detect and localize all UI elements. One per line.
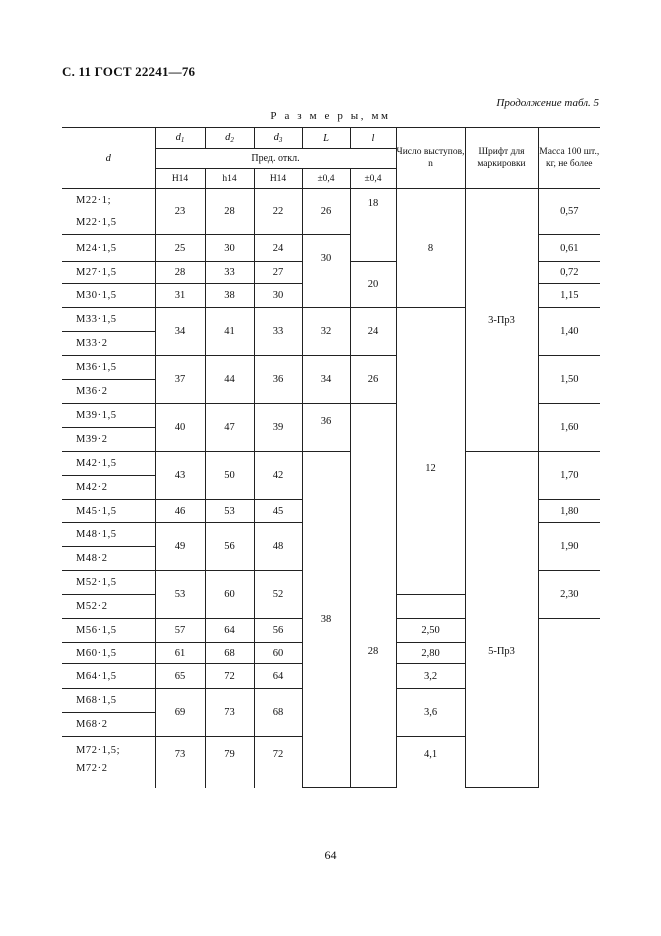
l-cell: 18 [350, 189, 396, 262]
column-header-d2: $d_2$ [205, 128, 254, 149]
d3-cell: 39 [254, 404, 302, 452]
tolerance-d1: H14 [155, 169, 205, 189]
d2-cell: 28 [205, 189, 254, 235]
d3-cell: 68 [254, 689, 302, 737]
column-header-mass: Масса 100 шт., кг, не более [538, 128, 600, 189]
table-row [62, 189, 600, 235]
d1-cell: 25 [155, 235, 205, 262]
designation-cell: М27·1,5 [62, 262, 155, 284]
d2-cell: 53 [205, 500, 254, 523]
d1-cell: 43 [155, 452, 205, 500]
column-header-count: Число выступов, n [396, 128, 465, 189]
designation-cell: М22·1; М22·1,5 [62, 189, 155, 235]
d3-cell: 56 [254, 619, 302, 643]
column-header-L: L [302, 128, 350, 149]
d2-cell: 33 [205, 262, 254, 284]
d2-cell: 50 [205, 452, 254, 500]
d3-cell: 64 [254, 664, 302, 689]
designation-cell: М45·1,5 [62, 500, 155, 523]
tolerance-header: Пред. откл. [155, 149, 396, 169]
d2-cell: 73 [205, 689, 254, 737]
L-cell: 26 [302, 189, 350, 235]
designation-cell: М42·2 [62, 476, 155, 500]
d3-cell: 36 [254, 356, 302, 404]
d2-cell: 56 [205, 523, 254, 571]
L-cell: 36 [302, 404, 350, 452]
table-continuation-label: Продолжение табл. 5 [496, 97, 599, 109]
table-row [62, 452, 600, 476]
designation-cell: М52·2 [62, 595, 155, 619]
d3-cell: 60 [254, 643, 302, 664]
designation-cell: М64·1,5 [62, 664, 155, 689]
designation-cell: М52·1,5 [62, 571, 155, 595]
mass-cell: 0,61 [538, 235, 600, 262]
d2-cell: 30 [205, 235, 254, 262]
d1-cell: 69 [155, 689, 205, 737]
tolerance-d2: h14 [205, 169, 254, 189]
d2-cell: 44 [205, 356, 254, 404]
d1-cell: 61 [155, 643, 205, 664]
designation-cell: М39·1,5 [62, 404, 155, 428]
mass-cell: 2,30 [538, 571, 600, 619]
d3-cell: 30 [254, 284, 302, 308]
d1-cell: 34 [155, 308, 205, 356]
d3-cell: 48 [254, 523, 302, 571]
d3-cell: 45 [254, 500, 302, 523]
d2-cell: 47 [205, 404, 254, 452]
d2-cell: 60 [205, 571, 254, 619]
designation-cell: М33·2 [62, 332, 155, 356]
column-header-l: l [350, 128, 396, 149]
header-row [62, 128, 600, 149]
l-cell: 24 [350, 308, 396, 356]
L-cell: 32 [302, 308, 350, 356]
d2-cell: 64 [205, 619, 254, 643]
tolerance-L: ±0,4 [302, 169, 350, 189]
column-header-d1: $d_1$ [155, 128, 205, 149]
d2-cell: 41 [205, 308, 254, 356]
mass-cell: 0,72 [538, 262, 600, 284]
mass-cell: 4,1 [396, 737, 465, 788]
designation-cell: М36·1,5 [62, 356, 155, 380]
mass-cell: 0,57 [538, 189, 600, 235]
mass-cell: 1,90 [538, 523, 600, 571]
d2-cell: 68 [205, 643, 254, 664]
d1-cell: 31 [155, 284, 205, 308]
mass-cell: 3,6 [396, 689, 465, 737]
d3-cell: 24 [254, 235, 302, 262]
designation-cell: М42·1,5 [62, 452, 155, 476]
column-header-font: Шрифт для маркировки [465, 128, 538, 189]
mass-cell: 1,70 [538, 452, 600, 500]
l-cell: 20 [350, 262, 396, 308]
L-cell: 38 [302, 452, 350, 788]
mass-cell: 1,50 [538, 356, 600, 404]
count-cell: 8 [396, 189, 465, 308]
count-cell: 12 [396, 308, 465, 595]
designation-cell: М72·1,5; М72·2 [62, 737, 155, 788]
d1-cell: 49 [155, 523, 205, 571]
l-cell: 28 [350, 404, 396, 788]
mass-cell: 2,80 [396, 643, 465, 664]
dimensions-table [62, 127, 600, 788]
font-cell: 5-Пр3 [465, 452, 538, 788]
mass-cell: 1,40 [538, 308, 600, 356]
d2-cell: 38 [205, 284, 254, 308]
font-cell: 3-Пр3 [465, 189, 538, 452]
mass-cell: 1,60 [538, 404, 600, 452]
designation-cell: М48·1,5 [62, 523, 155, 547]
d2-cell: 72 [205, 664, 254, 689]
d1-cell: 46 [155, 500, 205, 523]
designation-cell: М48·2 [62, 547, 155, 571]
d1-cell: 40 [155, 404, 205, 452]
designation-cell: М36·2 [62, 380, 155, 404]
mass-cell: 3,2 [396, 664, 465, 689]
L-cell: 34 [302, 356, 350, 404]
dimensions-caption: Р а з м е р ы, мм [270, 110, 391, 122]
column-header-d: d [62, 128, 155, 189]
d1-cell: 53 [155, 571, 205, 619]
d3-cell: 42 [254, 452, 302, 500]
d1-cell: 28 [155, 262, 205, 284]
designation-cell: М24·1,5 [62, 235, 155, 262]
d3-cell: 33 [254, 308, 302, 356]
d2-cell: 79 [205, 737, 254, 788]
d1-cell: 73 [155, 737, 205, 788]
designation-cell: М30·1,5 [62, 284, 155, 308]
tolerance-l: ±0,4 [350, 169, 396, 189]
d1-cell: 65 [155, 664, 205, 689]
d1-cell: 57 [155, 619, 205, 643]
column-header-d3: $d_3$ [254, 128, 302, 149]
designation-cell: М33·1,5 [62, 308, 155, 332]
designation-cell: М60·1,5 [62, 643, 155, 664]
L-cell: 30 [302, 235, 350, 308]
tolerance-d3: H14 [254, 169, 302, 189]
page-number: 64 [324, 848, 337, 862]
mass-cell: 2,50 [396, 619, 465, 643]
document-title: С. 11 ГОСТ 22241—76 [62, 64, 196, 79]
mass-cell: 1,80 [538, 500, 600, 523]
designation-cell: М39·2 [62, 428, 155, 452]
d3-cell: 27 [254, 262, 302, 284]
l-cell: 26 [350, 356, 396, 404]
designation-cell: М68·2 [62, 713, 155, 737]
d3-cell: 52 [254, 571, 302, 619]
mass-cell: 1,15 [538, 284, 600, 308]
designation-cell: М68·1,5 [62, 689, 155, 713]
d3-cell: 72 [254, 737, 302, 788]
d1-cell: 37 [155, 356, 205, 404]
d1-cell: 23 [155, 189, 205, 235]
designation-cell: М56·1,5 [62, 619, 155, 643]
d3-cell: 22 [254, 189, 302, 235]
